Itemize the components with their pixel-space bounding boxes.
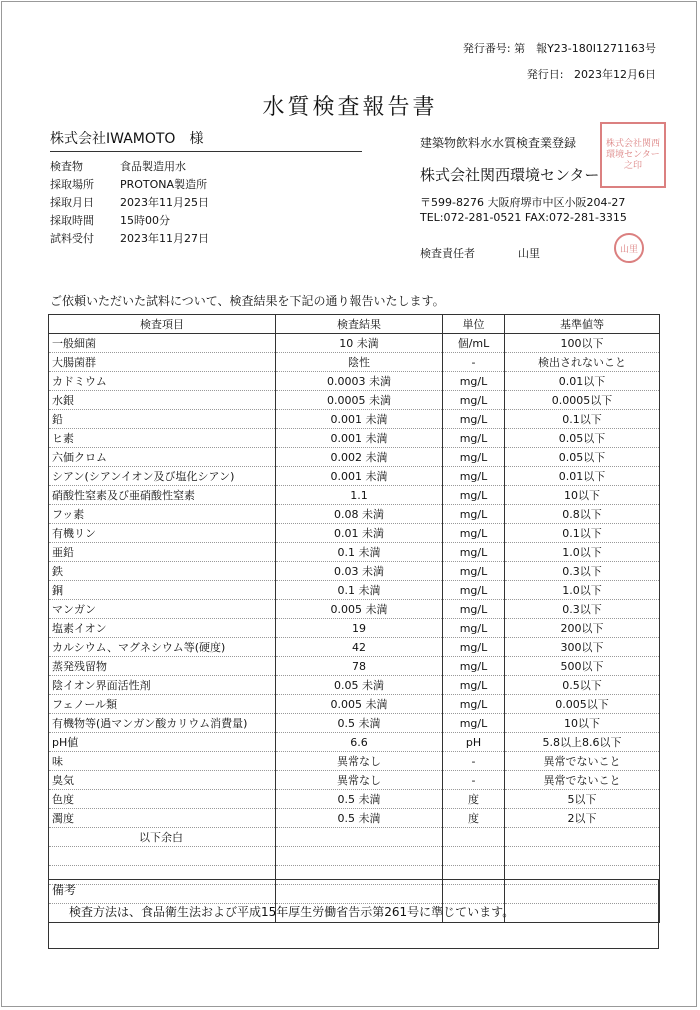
- table-row: [49, 714, 660, 733]
- table-row: [49, 334, 660, 353]
- unit-cell: mg/L: [443, 543, 505, 562]
- item-cell: 臭気: [49, 771, 276, 790]
- standard-cell: 1.0以下: [505, 543, 660, 562]
- sample-info-label: 検査物: [50, 160, 83, 173]
- responsible-name: 山里: [518, 247, 540, 260]
- item-cell: 鉛: [49, 410, 276, 429]
- standard-cell: 100以下: [505, 334, 660, 353]
- sample-info-label: 試料受付: [50, 232, 94, 245]
- unit-cell: mg/L: [443, 391, 505, 410]
- table-row: [49, 429, 660, 448]
- unit-cell: mg/L: [443, 429, 505, 448]
- table-row: [49, 695, 660, 714]
- unit-cell: mg/L: [443, 695, 505, 714]
- lab-registration: 建築物飲料水水質検査業登録: [420, 136, 577, 150]
- issue-number-value: 第 報Y23-180I1271163号: [514, 42, 656, 55]
- sample-info-label: 採取時間: [50, 214, 94, 227]
- result-cell: 0.002 未満: [276, 448, 443, 467]
- result-cell: 1.1: [276, 486, 443, 505]
- unit-cell: -: [443, 752, 505, 771]
- unit-cell: mg/L: [443, 714, 505, 733]
- item-cell: 濁度: [49, 809, 276, 828]
- result-cell: 19: [276, 619, 443, 638]
- item-cell: 有機物等(過マンガン酸カリウム消費量): [49, 714, 276, 733]
- sample-info-value: 2023年11月27日: [120, 232, 209, 245]
- lab-name: 株式会社関西環境センター: [420, 166, 600, 184]
- unit-cell: mg/L: [443, 638, 505, 657]
- document-title: 水質検査報告書: [262, 95, 438, 120]
- table-row: [49, 600, 660, 619]
- standard-cell: 5.8以上8.6以下: [505, 733, 660, 752]
- item-cell: ヒ素: [49, 429, 276, 448]
- sample-info-3: [50, 212, 170, 228]
- issue-date: [527, 66, 656, 82]
- standard-cell: 0.05以下: [505, 448, 660, 467]
- item-cell: 陰イオン界面活性剤: [49, 676, 276, 695]
- intro-text: ご依頼いただいた試料について、検査結果を下記の通り報告いたします。: [50, 294, 445, 308]
- column-header-standard: 基準値等: [505, 315, 660, 334]
- standard-cell: 0.01以下: [505, 372, 660, 391]
- standard-cell: 0.05以下: [505, 429, 660, 448]
- standard-cell: 5以下: [505, 790, 660, 809]
- table-header-row: [49, 315, 660, 334]
- issue-number-label: 発行番号:: [462, 42, 511, 55]
- table-row: [49, 676, 660, 695]
- standard-cell: 0.1以下: [505, 410, 660, 429]
- item-cell: 大腸菌群: [49, 353, 276, 372]
- sample-info-2: [50, 194, 209, 210]
- result-cell: 0.1 未満: [276, 581, 443, 600]
- table-row: [49, 752, 660, 771]
- unit-cell: -: [443, 771, 505, 790]
- standard-cell: 300以下: [505, 638, 660, 657]
- item-cell: マンガン: [49, 600, 276, 619]
- result-cell: 0.5 未満: [276, 790, 443, 809]
- unit-cell: mg/L: [443, 619, 505, 638]
- unit-cell: -: [443, 353, 505, 372]
- item-cell: 鉄: [49, 562, 276, 581]
- standard-cell: 500以下: [505, 657, 660, 676]
- item-cell: 水銀: [49, 391, 276, 410]
- client-name: 株式会社IWAMOTO 様: [50, 128, 362, 152]
- table-row: [49, 638, 660, 657]
- table-row: [49, 372, 660, 391]
- result-cell: 0.0003 未満: [276, 372, 443, 391]
- unit-cell: mg/L: [443, 562, 505, 581]
- result-cell: 0.0005 未満: [276, 391, 443, 410]
- lab-tel: TEL:072-281-0521 FAX:072-281-3315: [420, 211, 627, 224]
- standard-cell: 0.5以下: [505, 676, 660, 695]
- unit-cell: mg/L: [443, 524, 505, 543]
- table-row: [49, 790, 660, 809]
- sample-info-value: PROTONA製造所: [120, 178, 208, 191]
- standard-cell: 200以下: [505, 619, 660, 638]
- unit-cell: pH: [443, 733, 505, 752]
- table-row: [49, 524, 660, 543]
- sample-info-1: [50, 176, 207, 192]
- column-header-item: 検査項目: [49, 315, 276, 334]
- unit-cell: mg/L: [443, 657, 505, 676]
- standard-cell: 検出されないこと: [505, 353, 660, 372]
- issue-date-value: 2023年12月6日: [574, 68, 656, 81]
- item-cell: 塩素イオン: [49, 619, 276, 638]
- unit-cell: mg/L: [443, 600, 505, 619]
- standard-cell: 0.1以下: [505, 524, 660, 543]
- table-row: [49, 771, 660, 790]
- company-seal-stamp: [600, 122, 666, 188]
- result-cell: 0.001 未満: [276, 410, 443, 429]
- table-row-blank: [49, 847, 660, 866]
- standard-cell: 10以下: [505, 714, 660, 733]
- table-row: [49, 467, 660, 486]
- table-row: [49, 733, 660, 752]
- remarks-box: [48, 879, 659, 949]
- result-cell: 0.08 未満: [276, 505, 443, 524]
- item-cell: 銅: [49, 581, 276, 600]
- results-table: [48, 314, 660, 923]
- result-cell: 陰性: [276, 353, 443, 372]
- result-cell: 異常なし: [276, 771, 443, 790]
- result-cell: 42: [276, 638, 443, 657]
- unit-cell: mg/L: [443, 410, 505, 429]
- sample-info-label: 採取場所: [50, 178, 94, 191]
- table-row: [49, 543, 660, 562]
- table-row-end-note: [49, 828, 660, 847]
- table-row: [49, 562, 660, 581]
- sample-info-label: 採取月日: [50, 196, 94, 209]
- remarks-label: 備考: [52, 883, 77, 897]
- standard-cell: 0.0005以下: [505, 391, 660, 410]
- unit-cell: 個/mL: [443, 334, 505, 353]
- table-row: [49, 486, 660, 505]
- personal-seal-stamp: [614, 233, 644, 263]
- result-cell: 10 未満: [276, 334, 443, 353]
- result-cell: 6.6: [276, 733, 443, 752]
- remarks-text: 検査方法は、食品衛生法および平成15年厚生労働省告示第261号に準じています。: [69, 905, 515, 919]
- item-cell: 六価クロム: [49, 448, 276, 467]
- sample-info-value: 2023年11月25日: [120, 196, 209, 209]
- unit-cell: 度: [443, 809, 505, 828]
- sample-info-value: 15時00分: [120, 214, 170, 227]
- sample-info-0: [50, 158, 186, 174]
- table-row: [49, 619, 660, 638]
- table-row: [49, 353, 660, 372]
- item-cell: 一般細菌: [49, 334, 276, 353]
- item-cell: 硝酸性窒素及び亜硝酸性窒素: [49, 486, 276, 505]
- sample-info-4: [50, 230, 209, 246]
- standard-cell: 異常でないこと: [505, 771, 660, 790]
- unit-cell: mg/L: [443, 467, 505, 486]
- unit-cell: mg/L: [443, 505, 505, 524]
- end-note-cell: 以下余白: [49, 828, 276, 847]
- unit-cell: mg/L: [443, 372, 505, 391]
- table-row: [49, 391, 660, 410]
- unit-cell: mg/L: [443, 676, 505, 695]
- result-cell: 0.05 未満: [276, 676, 443, 695]
- item-cell: カドミウム: [49, 372, 276, 391]
- result-cell: 0.1 未満: [276, 543, 443, 562]
- table-row: [49, 581, 660, 600]
- result-cell: 0.5 未満: [276, 714, 443, 733]
- standard-cell: 0.3以下: [505, 562, 660, 581]
- item-cell: フェノール類: [49, 695, 276, 714]
- result-cell: 0.5 未満: [276, 809, 443, 828]
- result-cell: 0.01 未満: [276, 524, 443, 543]
- responsible-label: 検査責任者: [420, 247, 475, 260]
- standard-cell: 0.01以下: [505, 467, 660, 486]
- responsible-person: [420, 245, 540, 261]
- lab-address: 〒599-8276 大阪府堺市中区小阪204-27: [420, 196, 626, 209]
- result-cell: 異常なし: [276, 752, 443, 771]
- item-cell: 蒸発残留物: [49, 657, 276, 676]
- standard-cell: 0.8以下: [505, 505, 660, 524]
- item-cell: 味: [49, 752, 276, 771]
- column-header-unit: 単位: [443, 315, 505, 334]
- result-cell: 0.001 未満: [276, 429, 443, 448]
- standard-cell: 0.3以下: [505, 600, 660, 619]
- table-row: [49, 410, 660, 429]
- standard-cell: 2以下: [505, 809, 660, 828]
- item-cell: フッ素: [49, 505, 276, 524]
- unit-cell: mg/L: [443, 448, 505, 467]
- unit-cell: mg/L: [443, 486, 505, 505]
- unit-cell: 度: [443, 790, 505, 809]
- company-seal-text: 株式会社関西環境センター之印: [605, 138, 660, 171]
- issue-date-label: 発行日:: [526, 68, 564, 81]
- personal-seal-text: 山里: [619, 244, 638, 255]
- result-cell: 0.005 未満: [276, 695, 443, 714]
- table-row: [49, 657, 660, 676]
- standard-cell: 0.005以下: [505, 695, 660, 714]
- result-cell: 0.001 未満: [276, 467, 443, 486]
- item-cell: カルシウム、マグネシウム等(硬度): [49, 638, 276, 657]
- table-row: [49, 448, 660, 467]
- result-cell: 78: [276, 657, 443, 676]
- result-cell: 0.03 未満: [276, 562, 443, 581]
- standard-cell: 異常でないこと: [505, 752, 660, 771]
- item-cell: 亜鉛: [49, 543, 276, 562]
- result-cell: 0.005 未満: [276, 600, 443, 619]
- unit-cell: mg/L: [443, 581, 505, 600]
- standard-cell: 10以下: [505, 486, 660, 505]
- standard-cell: 1.0以下: [505, 581, 660, 600]
- sample-info-value: 食品製造用水: [120, 160, 186, 173]
- item-cell: 色度: [49, 790, 276, 809]
- item-cell: pH値: [49, 733, 276, 752]
- item-cell: 有機リン: [49, 524, 276, 543]
- table-row: [49, 809, 660, 828]
- item-cell: シアン(シアンイオン及び塩化シアン): [49, 467, 276, 486]
- column-header-result: 検査結果: [276, 315, 443, 334]
- issue-number: [463, 40, 656, 56]
- table-row: [49, 505, 660, 524]
